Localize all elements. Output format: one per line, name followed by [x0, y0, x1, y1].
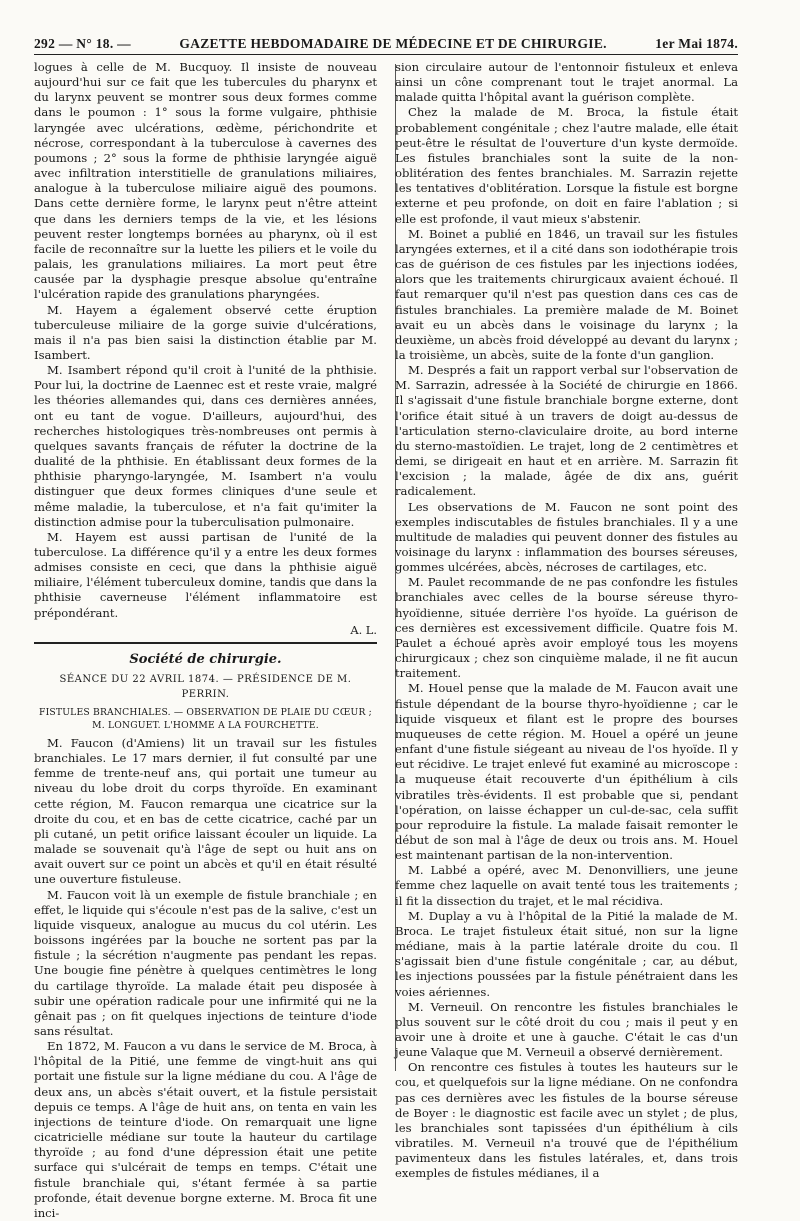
paragraph: M. Houel pense que la malade de M. Faucon avait une fistule dépendant de la bourse thyro-hyoïdienne ; car le liquide visqueux et filant est le propre des bourses muqueuses de cette région. M. Houel a opéré un jeune enfant d'une fistule siégeant au niveau de l'os hyoïde. Il y eut récidive. Le trajet enlevé fut examiné au microscope : la muqueuse était recouverte d'un épithélium à cils vibratiles très-évidents. Il est probable que si, pendant l'opération, on laisse échapper un cul-de-sac, cela suffit pour reproduire la fistule. La malade faisait remonter le début de son mal à l'âge de deux ou trois ans. M. Houel est maintenant partisan de la non-intervention. [395, 681, 738, 863]
paragraph: M. Hayem a également observé cette éruption tuberculeuse miliaire de la gorge suivie d'ulcérations, mais il n'a pas bien saisi la distinction établie par M. Isambert. [34, 302, 377, 362]
right-column [395, 60, 738, 1221]
paragraph: M. Labbé a opéré, avec M. Denonvilliers, une jeune femme chez laquelle on avait tenté tous les traitements ; il fit la dissection du trajet, et le mal récidiva. [395, 863, 738, 908]
paragraph: M. Paulet recommande de ne pas confondre les fistules branchiales avec celles de la bourse séreuse thyro-hyoïdienne, située derrière l'os hyoïde. La guérison de ces dernières est excessivement difficile. Quatre fois M. Paulet a échoué après avoir employé tous les moyens chirurgicaux ; chez son cinquième malade, il ne fit aucun traitement. [395, 575, 738, 681]
section-rule [34, 642, 377, 644]
issue-date: 1er Mai 1874. [655, 36, 738, 51]
journal-title: GAZETTE HEBDOMADAIRE DE MÉDECINE ET DE CHIRURGIE. [179, 36, 607, 51]
subject-line: FISTULES BRANCHIALES. — OBSERVATION DE PLAIE DU CŒUR ; M. LONGUET. L'HOMME A LA FOURCHETTE. [39, 707, 372, 731]
author-signature: A. L. [350, 622, 377, 637]
paragraph: M. Faucon voit là un exemple de fistule branchiale ; en effet, le liquide qui s'écoule n'est pas de la salive, c'est un liquide visqueux, analogue au mucus du col utérin. Les boissons ingérées par la bouche ne sortent pas par la fistule ; la sécrétion n'augmente pas pendant les repas. Une bougie fine pénètre à quelques centimètres le long du cartilage thyroïde. La malade était peu disposée à subir une opération radicale pour une infirmité qui ne la gênait pas ; on fit quelques injections de teinture d'iode sans résultat. [34, 887, 377, 1038]
paragraph: M. Boinet a publié en 1846, un travail sur les fistules laryngées externes, et il a cité dans son iodothérapie trois cas de guérison de ces fistules par les injections iodées, alors que les traitements chirurgicaux avaient échoué. Il faut remarquer qu'il n'est pas question dans ces cas de fistules branchiales. La première malade de M. Boinet avait eu un abcès dans le voisinage du larynx ; la deuxième, un abcès froid développé au devant du larynx ; la troisième, un abcès, suite de la fonte d'un ganglion. [395, 226, 738, 362]
paragraph: M. Faucon (d'Amiens) lit un travail sur les fistules branchiales. Le 17 mars dernier, il fut consulté par une femme de trente-neuf ans, qui portait une tumeur au niveau du lobe droit du corps thyroïde. En examinant cette région, M. Faucon remarqua une cicatrice sur la droite du cou, et en bas de cette cicatrice, caché par un pli cutané, un petit orifice laissant écouler un liquide. La malade se souvenait qu'à l'âge de sept ou huit ans on avait ouvert sur ce point un abcès et qu'il en était résulté une ouverture fistuleuse. [34, 736, 377, 887]
paragraph: M. Isambert répond qu'il croit à l'unité de la phthisie. Pour lui, la doctrine de Laennec est et reste vraie, malgré les théories allemandes qui, dans ces dernières années, ont eu tant de vogue. D'ailleurs, aujourd'hui, des recherches histologiques très-nombreuses ont permis à quelques savants français de réfuter la doctrine de la dualité de la phthisie. En établissant deux formes de la phthisie pharyngo-laryngée, M. Isambert n'a voulu distinguer que deux formes cliniques d'une seule et même maladie, la tuberculose, et n'a fait qu'imiter la distinction admise pour la tuberculisation pulmonaire. [34, 363, 377, 529]
paragraph: M. Després a fait un rapport verbal sur l'observation de M. Sarrazin, adressée à la Société de chirurgie en 1866. Il s'agissait d'une fistule branchiale borgne externe, dont l'orifice était situé à un travers de doigt au-dessus de l'articulation sterno-claviculaire droite, au bord interne du sterno-mastoïdien. Le trajet, long de 2 centimètres et demi, se dirigeait en haut et en arrière. M. Sarrazin fit l'excision ; la malade, âgée de dix ans, guérit radicalement. [395, 363, 738, 499]
paragraph: Chez la malade de M. Broca, la fistule était probablement congénitale ; chez l'autre malade, elle était peut-être le résultat de l'ouverture d'un kyste dermoïde. Les fistules branchiales sont la suite de la non-oblitération des fentes branchiales. M. Sarrazin rejette les tentatives d'oblitération. Lorsque la fistule est borgne externe et peu profonde, on doit en faire l'ablation ; si elle est profonde, il vaut mieux s'abstenir. [395, 105, 738, 226]
article-columns [34, 60, 738, 1220]
page-number: 292 — N° 18. — [34, 36, 131, 51]
paragraph: Les observations de M. Faucon ne sont point des exemples indiscutables de fistules branchiales. Il y a une multitude de maladies qui peuvent donner des fistules au voisinage du larynx : inflammation des bourses séreuses, gommes ulcérées, abcès, nécroses de cartilages, etc. [395, 499, 738, 575]
paragraph: sion circulaire autour de l'entonnoir fistuleux et enleva ainsi un cône comprenant tout le trajet anormal. La malade quitta l'hôpital avant la guérison complète. [395, 60, 738, 105]
section-heading: Société de chirurgie. [129, 651, 282, 667]
paragraph: M. Verneuil. On rencontre les fistules branchiales le plus souvent sur le côté droit du cou ; mais il peut y en avoir une à droite et une à gauche. C'était le cas d'un jeune Valaque que M. Verneuil a observé dernièrement. [395, 999, 738, 1060]
paragraph: M. Duplay a vu à l'hôpital de la Pitié la malade de M. Broca. Le trajet fistuleux était situé, non sur la ligne médiane, mais à la partie latérale droite du cou. Il s'agissait bien d'une fistule congénitale ; car, au début, les injections poussées par la fistule pénétraient dans les voies aériennes. [395, 908, 738, 999]
paragraph: M. Hayem est aussi partisan de l'unité de la tuberculose. La différence qu'il y a entre les deux formes admises consiste en ceci, que dans la phthisie aiguë miliaire, l'élément tuberculeux domine, tandis que dans la phthisie caverneuse l'élément inflammatoire est prépondérant. [34, 529, 377, 620]
page-header [34, 30, 738, 55]
paragraph: On rencontre ces fistules à toutes les hauteurs sur le cou, et quelquefois sur la ligne médiane. On ne confondra pas ces dernières avec les fistules de la bourse séreuse de Boyer : le diagnostic est facile avec un stylet ; de plus, les branchiales sont tapissées d'un épithélium à cils vibratiles. M. Verneuil n'a trouvé que de l'épithélium pavimenteux dans les fistules latérales, et, dans trois exemples de fistules médianes, il a [395, 1060, 738, 1181]
paragraph: En 1872, M. Faucon a vu dans le service de M. Broca, à l'hôpital de la Pitié, une femme de vingt-huit ans qui portait une fistule sur la ligne médiane du cou. A l'âge de deux ans, un abcès s'était ouvert, et la fistule persistait depuis ce temps. A l'âge de huit ans, on tenta en vain les injections de teinture d'iode. On remarquait une ligne cicatricielle médiane sur toute la hauteur du cartilage thyroïde ; au fond d'une dépression était une petite surface qui s'ulcérait de temps en temps. C'était une fistule branchiale qui, s'étant fermée à sa partie profonde, était devenue borgne externe. M. Broca fit une inci- [34, 1039, 377, 1220]
paragraph: logues à celle de M. Bucquoy. Il insiste de nouveau aujourd'hui sur ce fait que les tubercules du pharynx et du larynx peuvent se montrer sous deux formes comme dans le poumon : 1° sous la forme vulgaire, phthisie laryngée avec ulcérations, œdème, périchondrite et nécrose, correspondant à la tuberculose à cavernes des poumons ; 2° sous la forme de phthisie laryngée aiguë avec infiltration interstitielle de granulations miliaires, analogue à la tuberculose miliaire aiguë des poumons. Dans cette dernière forme, le larynx peut n'être atteint que dans les derniers temps de la vie, et les lésions peuvent rester longtemps bornées au pharynx, où il est facile de reconnaître sur la luette les piliers et le voile du palais, les granulations miliaires. La mort peut être causée par la dysphagie presque absolue qu'entraîne l'ulcération rapide des granulations pharyngées. [34, 60, 377, 302]
left-column [34, 60, 377, 1221]
session-line: SÉANCE DU 22 AVRIL 1874. — PRÉSIDENCE DE M. PERRIN. [59, 673, 352, 700]
